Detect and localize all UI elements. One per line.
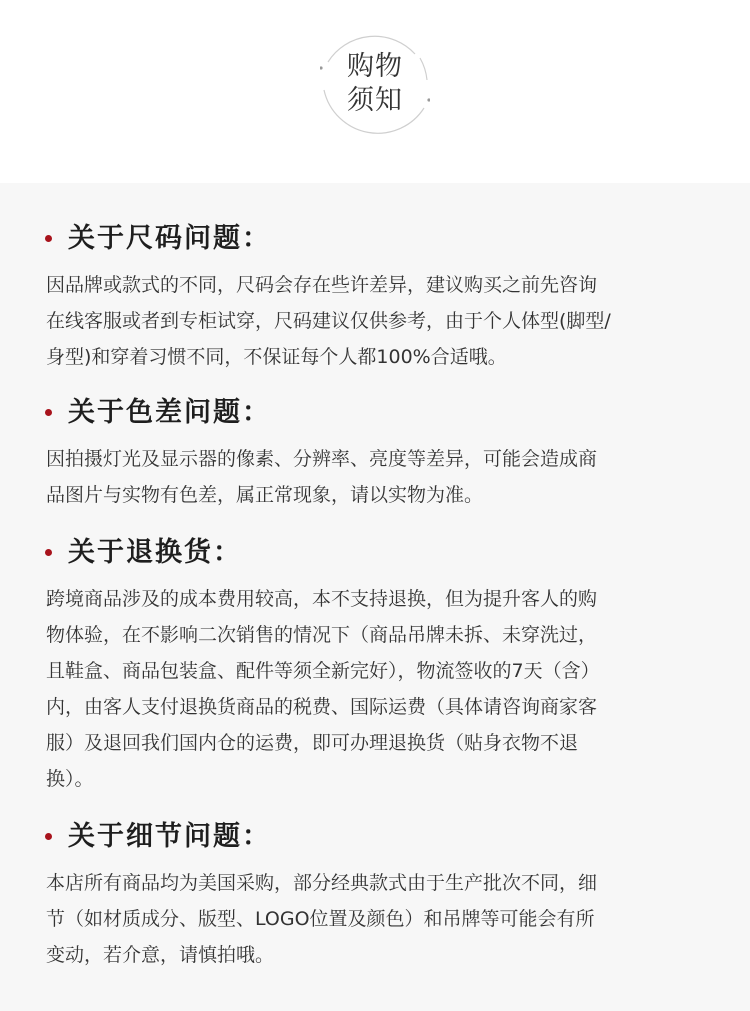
body-line: 换）。 bbox=[46, 768, 94, 790]
section-title: 关于退换货： bbox=[68, 537, 242, 568]
section-title: 关于细节问题： bbox=[68, 821, 271, 852]
body-line: 品图片与实物有色差，属正常现象，请以实物为准。 bbox=[46, 484, 484, 506]
section-title: 关于尺码问题： bbox=[68, 223, 271, 254]
badge-title-line1: 购物 bbox=[347, 51, 403, 82]
body-line: 物体验，在不影响二次销售的情况下（商品吊牌未拆、未穿洗过， bbox=[46, 624, 598, 646]
body-line: 身型)和穿着习惯不同，不保证每个人都100%合适哦。 bbox=[46, 346, 507, 368]
body-line: 在线客服或者到专柜试穿，尺码建议仅供参考，由于个人体型(脚型/ bbox=[46, 310, 611, 332]
section-color bbox=[0, 393, 750, 506]
body-line: 本店所有商品均为美国采购，部分经典款式由于生产批次不同，细 bbox=[46, 872, 598, 894]
section-body bbox=[46, 581, 706, 797]
section-header bbox=[0, 219, 750, 259]
body-line: 服）及退回我们国内仓的运费，即可办理退换货（贴身衣物不退 bbox=[46, 732, 579, 754]
body-line: 跨境商品涉及的成本费用较高，本不支持退换，但为提升客人的购 bbox=[46, 588, 598, 610]
bullet-dot-icon bbox=[45, 409, 52, 416]
section-body bbox=[46, 865, 706, 973]
bullet-dot-icon bbox=[45, 235, 52, 242]
body-line: 内，由客人支付退换货商品的税费、国际运费（具体请咨询商家客 bbox=[46, 696, 598, 718]
section-body bbox=[46, 441, 706, 513]
section-header bbox=[0, 817, 750, 857]
notice-content bbox=[0, 183, 750, 1011]
section-title: 关于色差问题： bbox=[68, 397, 271, 428]
body-line: 节（如材质成分、版型、LOGO位置及颜色）和吊牌等可能会有所 bbox=[46, 908, 595, 930]
notice-badge bbox=[320, 28, 430, 140]
section-details bbox=[0, 817, 750, 966]
section-returns bbox=[0, 533, 750, 790]
bullet-dot-icon bbox=[45, 549, 52, 556]
body-line: 因品牌或款式的不同，尺码会存在些许差异，建议购买之前先咨询 bbox=[46, 274, 598, 296]
section-body bbox=[46, 267, 706, 375]
body-line: 变动，若介意，请慎拍哦。 bbox=[46, 944, 275, 966]
section-header bbox=[0, 393, 750, 433]
badge-title-line2: 须知 bbox=[347, 85, 403, 116]
body-line: 因拍摄灯光及显示器的像素、分辨率、亮度等差异，可能会造成商 bbox=[46, 448, 598, 470]
bullet-dot-icon bbox=[45, 833, 52, 840]
body-line: 且鞋盒、商品包装盒、配件等须全新完好），物流签收的7天（含） bbox=[46, 660, 600, 682]
section-header bbox=[0, 533, 750, 573]
header bbox=[0, 0, 750, 183]
section-size bbox=[0, 219, 750, 368]
